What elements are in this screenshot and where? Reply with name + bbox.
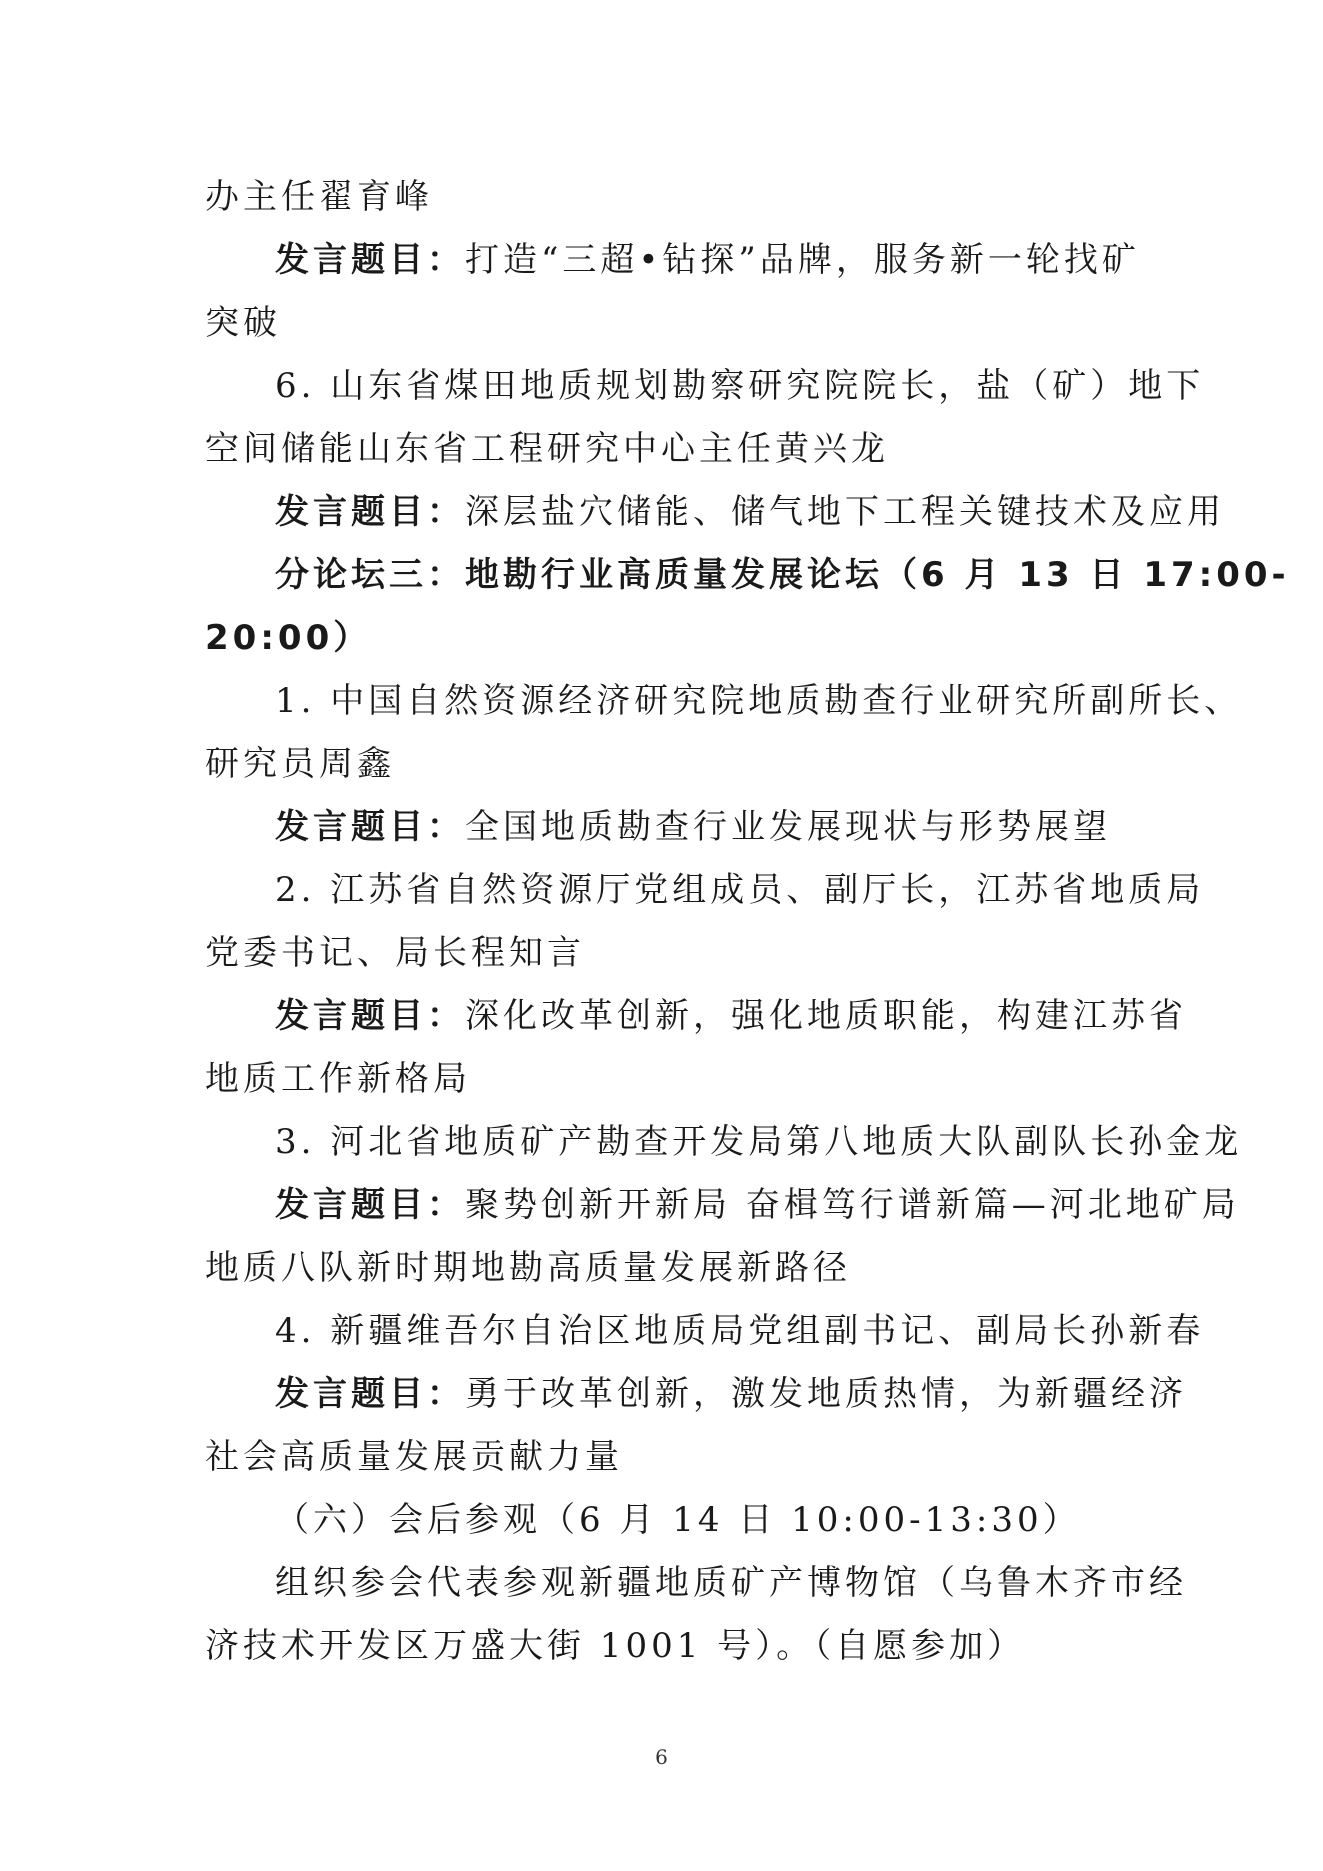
speech-topic-text: 深化改革创新，强化地质职能，构建江苏省 — [465, 996, 1187, 1036]
speech-topic-label: 发言题目： — [275, 492, 465, 532]
speaker-line: 1. 中国自然资源经济研究院地质勘查行业研究所副所长、 — [275, 681, 1243, 721]
speech-topic-text: 全国地质勘查行业发展现状与形势展望 — [465, 807, 1111, 847]
speaker-line: 4. 新疆维吾尔自治区地质局党组副书记、副局长孙新春 — [275, 1311, 1205, 1351]
speech-topic-label: 发言题目： — [275, 996, 465, 1036]
speech-topic-text: 聚势创新开新局 奋楫笃行谱新篇—河北地矿局 — [465, 1185, 1240, 1225]
speech-topic-line — [275, 996, 1187, 1036]
speech-topic-line — [275, 240, 1140, 280]
text-line: 地质工作新格局 — [205, 1059, 471, 1099]
text-line: 研究员周鑫 — [205, 744, 395, 784]
speech-topic-text: 勇于改革创新，激发地质热情，为新疆经济 — [465, 1374, 1187, 1414]
speech-topic-label: 发言题目： — [275, 1185, 465, 1225]
speech-topic-text: 深层盐穴储能、储气地下工程关键技术及应用 — [465, 492, 1225, 532]
speaker-line: 3. 河北省地质矿产勘查开发局第八地质大队副队长孙金龙 — [275, 1122, 1243, 1162]
speaker-line: 6. 山东省煤田地质规划勘察研究院院长，盐（矿）地下 — [275, 366, 1205, 406]
speech-topic-label: 发言题目： — [275, 807, 465, 847]
speaker-line: 2. 江苏省自然资源厅党组成员、副厅长，江苏省地质局 — [275, 870, 1205, 910]
speech-topic-text: 打造“三超•钻探”品牌，服务新一轮找矿 — [465, 240, 1140, 280]
text-line: 党委书记、局长程知言 — [205, 933, 585, 973]
speech-topic-line — [275, 807, 1130, 847]
speech-topic-line — [275, 1185, 1240, 1225]
speech-topic-label: 发言题目： — [275, 1374, 465, 1414]
paragraph-line: 组织参会代表参观新疆地质矿产博物馆（乌鲁木齐市经 — [275, 1563, 1187, 1603]
speech-topic-line — [275, 1374, 1187, 1414]
text-line: 地质八队新时期地勘高质量发展新路径 — [205, 1248, 851, 1288]
speech-topic-line — [275, 492, 1225, 532]
paragraph-line: 济技术开发区万盛大街 1001 号）。（自愿参加） — [205, 1626, 1026, 1666]
sub-forum-heading: 分论坛三：地勘行业高质量发展论坛（6 月 13 日 17:00- — [275, 555, 1290, 595]
text-line: 突破 — [205, 303, 281, 343]
text-line: 办主任翟育峰 — [205, 177, 433, 217]
speech-topic-label: 发言题目： — [275, 240, 465, 280]
text-line: 空间储能山东省工程研究中心主任黄兴龙 — [205, 429, 889, 469]
text-line: 社会高质量发展贡献力量 — [205, 1437, 623, 1477]
section-heading: （六）会后参观（6 月 14 日 10:00-13:30） — [275, 1500, 1081, 1540]
sub-forum-heading-cont: 20:00） — [205, 618, 372, 658]
page-number: 6 — [655, 1745, 668, 1769]
